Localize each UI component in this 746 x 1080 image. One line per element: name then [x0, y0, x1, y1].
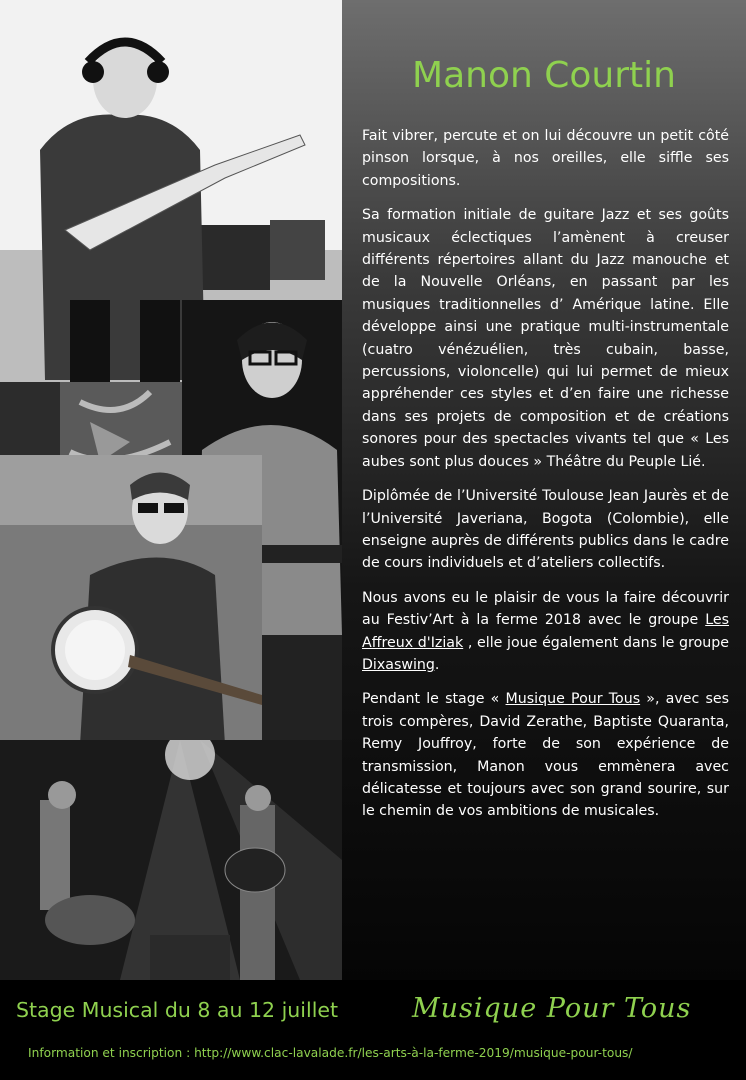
bio-paragraph-1: Fait vibrer, percute et on lui découvre un petit côté pinson lorsque, à nos oreilles, elle siffle ses compositions. [362, 128, 729, 189]
bio-paragraph-3: Diplômée de l’Université Toulouse Jean Jaurès et de l’Université Javeriana, Bogota (Colombie), elle enseigne auprès de différents publics dans le cadre de cours individuels et d’ateliers collectifs. [362, 488, 729, 572]
page-title: Manon Courtin [412, 55, 676, 96]
photo-banjo-player [0, 455, 262, 745]
bio-text [362, 125, 729, 835]
les-affreux-link[interactable]: Les Affreux d'Iziak [362, 612, 729, 651]
bio-paragraph-5-text-b: », avec ses trois compères, David Zerathe, Baptiste Quaranta, Remy Jouffroy, forte de son expérience de transmission, Manon vous emmènera avec délicatesse et toujours avec son grand sourire, sur le chemin de vos ambitions de musicales. [362, 691, 730, 820]
photo-collage [0, 0, 342, 980]
photo-band-on-stage [0, 740, 342, 980]
bio-paragraph-5-text-a: Pendant le stage « [362, 691, 506, 708]
brand-musique-pour-tous: Musique Pour Tous [412, 993, 692, 1024]
bio-paragraph-4-text-c: . [434, 656, 440, 673]
dixaswing-link[interactable]: Dixaswing [362, 656, 435, 673]
bio-paragraph-4-text-a: Nous avons eu le plaisir de vous la faire découvrir au Festiv’Art à la ferme 2018 avec le groupe [362, 589, 729, 629]
bio-paragraph-4 [362, 587, 729, 677]
bio-panel [342, 0, 746, 980]
footer [0, 980, 746, 1080]
bio-paragraph-2: Sa formation initiale de guitare Jazz et ses goûts musicaux éclectiques l’amènent à creuser différents répertoires allant du Jazz manouche et de la Nouvelle Orléans, en passant par les musiques traditionnelles d’ Amérique latine. Elle développe ainsi une pratique multi-instrumentale (cuatro vénézuélien, très cubain, basse, percussions, violoncelle) qui lui permet de mieux appréhender ces styles et d’en faire une richesse dans ses projets de composition et de créations sonores pour des spectacles vivants tel que « Les aubes sont plus douces » Théâtre du Peuple Lié. [362, 207, 729, 470]
musique-pour-tous-link[interactable]: Musique Pour Tous [505, 691, 641, 708]
info-url[interactable]: Information et inscription : http://www.clac-lavalade.fr/les-arts-à-la-ferme-2019/musique-pour-tous/ [28, 1046, 633, 1060]
stage-dates: Stage Musical du 8 au 12 juillet [16, 998, 339, 1022]
bio-paragraph-4-text-b: , elle joue également dans le groupe [463, 634, 729, 651]
bio-paragraph-5 [362, 688, 729, 822]
